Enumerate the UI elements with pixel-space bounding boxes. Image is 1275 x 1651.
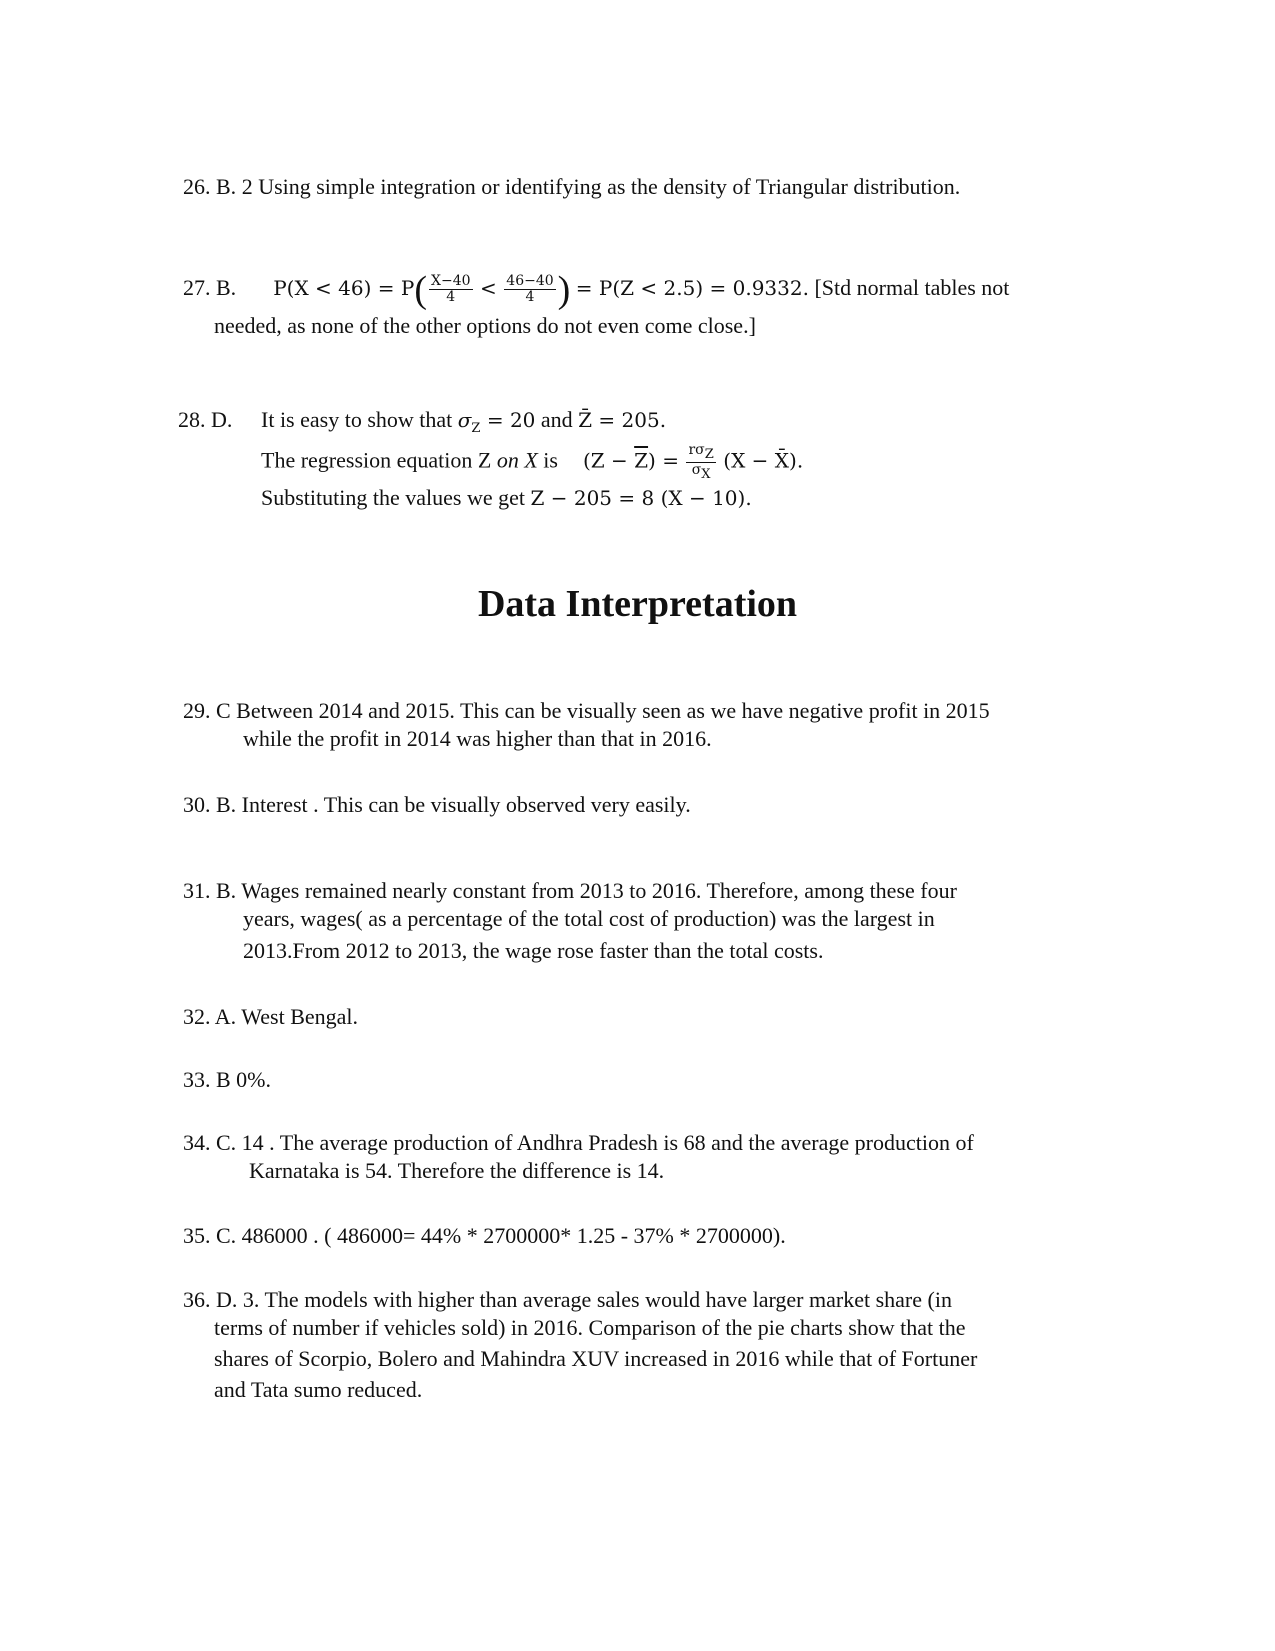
answer-36-line4: and Tata sumo reduced.	[214, 1377, 423, 1402]
answer-32: 32. A. West Bengal.	[183, 1004, 359, 1029]
answer-27-tail: [Std normal tables not	[814, 275, 1010, 300]
answer-28-line2: The regression equation Z on X is $(Z - \overline{Z})$ = $\frac{r\sigma_Z}{\sigma_X}$ (X − X̄).	[261, 442, 804, 482]
answer-28-line1: It is easy to show that $\sigma_Z = 20$ and Z̄ = 205.	[261, 407, 667, 436]
answer-36-line1: 36. D. 3. The models with higher than average sales would have larger market share (in	[183, 1287, 952, 1312]
answer-31-line1: 31. B. Wages remained nearly constant from 2013 to 2016. Therefore, among these four	[183, 878, 957, 903]
answer-27-line2: needed, as none of the other options do not even come close.]	[214, 313, 756, 338]
answer-34-line2: Karnataka is 54. Therefore the difference is 14.	[249, 1158, 665, 1183]
left-paren: (	[414, 268, 427, 311]
answer-26-number: 26. B.	[183, 174, 237, 199]
answer-27-lhs: P(X < 46) = P	[273, 276, 415, 300]
less-than: <	[480, 276, 497, 300]
answer-29-line1: 29. C Between 2014 and 2015. This can be visually seen as we have negative profit in 2015	[183, 698, 990, 723]
answer-35: 35. C. 486000 . ( 486000= 44% * 2700000* 1.25 - 37% * 2700000).	[183, 1223, 786, 1248]
answer-36-line3: shares of Scorpio, Bolero and Mahindra XUV increased in 2016 while that of Fortuner	[214, 1346, 978, 1371]
regression-fraction: $\frac{r\sigma_Z}{\sigma_X}$	[688, 442, 714, 482]
answer-34-line1: 34. C. 14 . The average production of Andhra Pradesh is 68 and the average production of	[183, 1130, 974, 1155]
answer-27-number: 27. B.	[183, 275, 237, 300]
answer-29-line2: while the profit in 2014 was higher than that in 2016.	[243, 726, 712, 751]
answer-27-rhs: = P(Z < 2.5) = 0.9332.	[575, 276, 809, 300]
answer-31-line3: 2013.From 2012 to 2013, the wage rose faster than the total costs.	[243, 938, 824, 963]
answer-31-line2: years, wages( as a percentage of the total cost of production) was the largest in	[243, 906, 935, 931]
section-heading: Data Interpretation	[477, 583, 798, 625]
right-paren: )	[557, 268, 571, 311]
answer-27	[183, 268, 1083, 311]
fraction-1: $\frac{X-40}{4}$	[431, 273, 471, 306]
answer-28-number: 28. D.	[178, 407, 233, 432]
answer-26	[183, 171, 1083, 203]
answer-26-text: 2 Using simple integration or identifying as the density of Triangular distribution.	[241, 174, 961, 199]
answer-33: 33. B 0%.	[183, 1067, 271, 1092]
answer-28-line3: Substituting the values we get Z − 205 = 8 (X − 10).	[261, 485, 752, 510]
answer-30: 30. B. Interest . This can be visually observed very easily.	[183, 792, 691, 817]
answer-36-line2: terms of number if vehicles sold) in 2016. Comparison of the pie charts show that the	[214, 1315, 966, 1340]
fraction-2: $\frac{46-40}{4}$	[506, 273, 554, 306]
